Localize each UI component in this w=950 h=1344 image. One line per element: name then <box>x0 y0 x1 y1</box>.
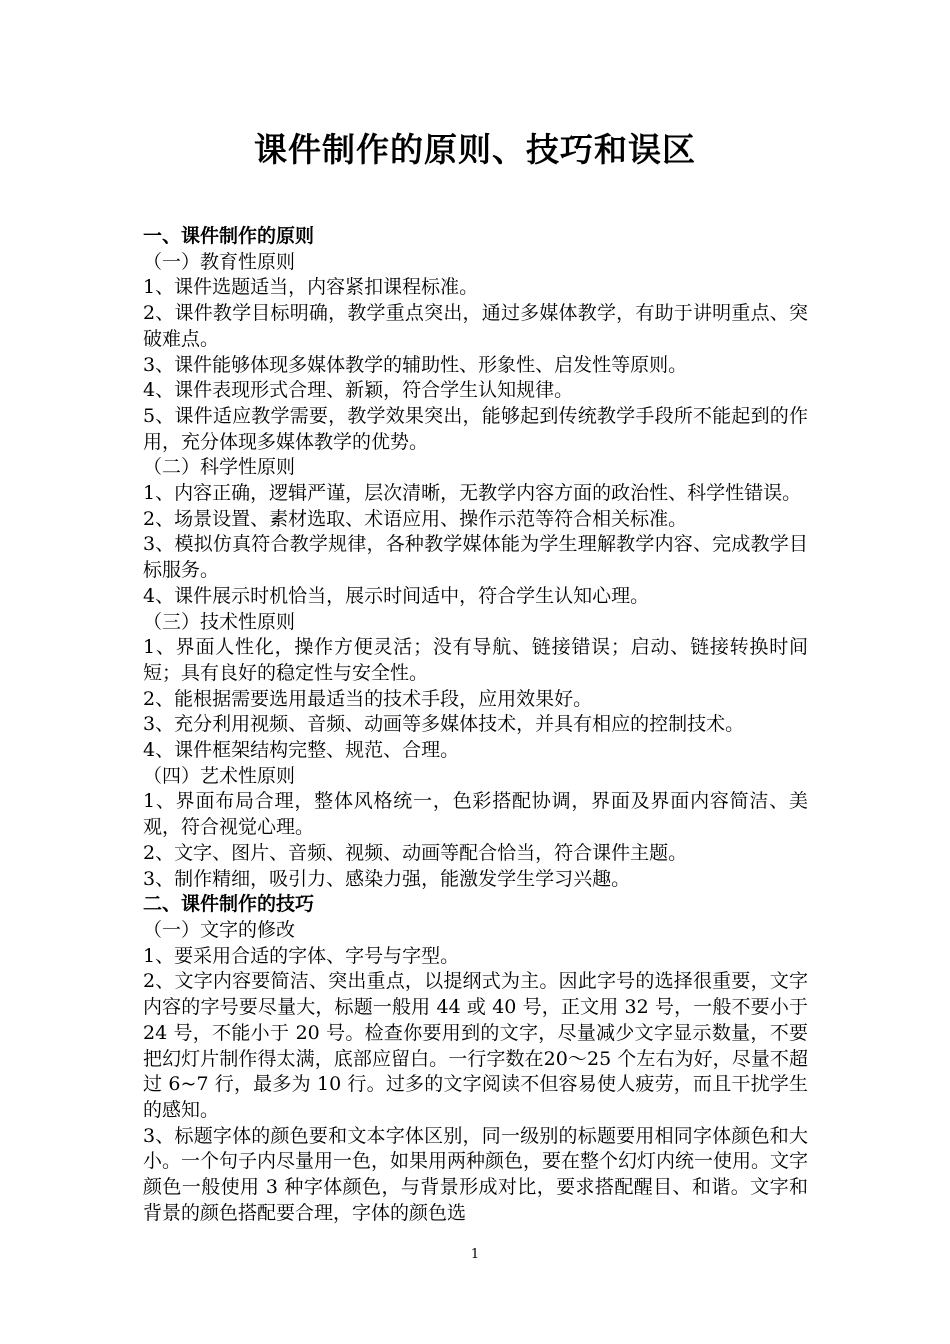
paragraph: 4、课件表现形式合理、新颖，符合学生认知规律。 <box>143 379 574 402</box>
paragraph: 1、界面布局合理，整体风格统一，色彩搭配协调，界面及界面内容简洁、美观，符合视觉心理。 <box>143 790 808 839</box>
section-heading: 二、课件制作的技巧 <box>143 893 315 916</box>
paragraph: 1、要采用合适的字体、字号与字型。 <box>143 944 460 967</box>
paragraph: 2、场景设置、素材选取、术语应用、操作示范等符合相关标准。 <box>143 507 688 530</box>
paragraph: 2、课件教学目标明确，教学重点突出，通过多媒体教学，有助于讲明重点、突破难点。 <box>143 302 808 350</box>
paragraph: 3、模拟仿真符合教学规律，各种教学媒体能为学生理解教学内容、完成教学目标服务。 <box>143 533 808 582</box>
subsection-heading: （三）技术性原则 <box>143 610 296 633</box>
paragraph: 4、课件展示时机恰当，展示时间适中，符合学生认知心理。 <box>143 584 650 607</box>
paragraph: 4、课件框架结构完整、规范、合理。 <box>143 739 460 762</box>
subsection-heading: （一）文字的修改 <box>143 918 296 941</box>
subsection-heading: （一）教育性原则 <box>143 250 296 273</box>
paragraph: 3、标题字体的颜色要和文本字体区别，同一级别的标题要用相同字体颜色和大小。一个句子内尽量用一色，如果用两种颜色，要在整个幻灯内统一使用。文字颜色一般使用 3 种字体颜色，与背景形成对比，要求搭配醒目、和谐。文字和背景的颜色搭配要合理，字体的颜色选 <box>143 1124 809 1224</box>
paragraph: 2、能根据需要选用最适当的技术手段，应用效果好。 <box>143 687 593 710</box>
document-body <box>143 224 808 1226</box>
subsection-heading: （二）科学性原则 <box>143 456 296 479</box>
page-number: 1 <box>470 1247 480 1262</box>
paragraph: 3、制作精细，吸引力、感染力强，能激发学生学习兴趣。 <box>143 867 631 890</box>
paragraph: 2、文字内容要简洁、突出重点，以提纲式为主。因此字号的选择很重要，文字内容的字号要尽量大，标题一般用 44 或 40 号，正文用 32 号，一般不要小于 24 号，不能小于 20 号。检查你要用到的文字，尽量减少文字显示数量，不要把幻灯片制作得太满，底部应留白。一行字数在20～25 个左右为好，尽量不超过 6~7 行，最多为 10 行。过多的文字阅读不但容易使人疲劳，而且干扰学生的感知。 <box>143 970 808 1121</box>
paragraph: 1、课件选题适当，内容紧扣课程标准。 <box>143 276 479 299</box>
paragraph: 3、充分利用视频、音频、动画等多媒体技术，并具有相应的控制技术。 <box>143 713 745 736</box>
paragraph: 1、内容正确，逻辑严谨，层次清晰，无教学内容方面的政治性、科学性错误。 <box>143 482 802 505</box>
paragraph: 2、文字、图片、音频、视频、动画等配合恰当，符合课件主题。 <box>143 841 688 864</box>
paragraph: 1、界面人性化，操作方便灵活；没有导航、链接错误；启动、链接转换时间短；具有良好的稳定性与安全性。 <box>143 636 808 684</box>
document-title: 课件制作的原则、技巧和误区 <box>254 130 696 169</box>
paragraph: 3、课件能够体现多媒体教学的辅助性、形象性、启发性等原则。 <box>143 353 688 376</box>
subsection-heading: （四）艺术性原则 <box>143 764 296 787</box>
section-heading: 一、课件制作的原则 <box>143 225 315 247</box>
paragraph: 5、课件适应教学需要，教学效果突出，能够起到传统教学手段所不能起到的作用，充分体现多媒体教学的优势。 <box>143 404 808 453</box>
